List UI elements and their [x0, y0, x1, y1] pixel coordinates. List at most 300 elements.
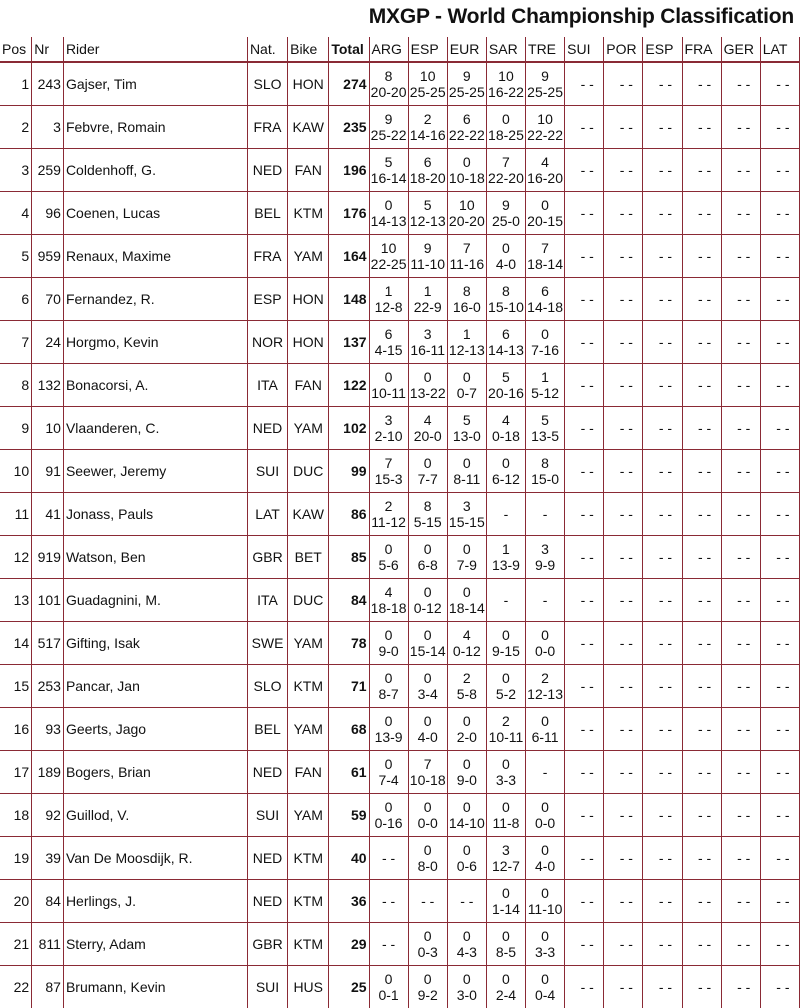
- event-moto-results: 5-6: [370, 557, 408, 573]
- future-event-cell: [721, 579, 760, 622]
- event-moto-results: 6-8: [409, 557, 447, 573]
- future-event-placeholder: - -: [731, 162, 750, 178]
- future-event-cell: [565, 493, 604, 536]
- future-event-cell: [643, 149, 682, 192]
- future-event-cell: [643, 966, 682, 1008]
- event-moto-results: -: [487, 592, 525, 608]
- event-result-cell: [408, 837, 447, 880]
- rider-number: 959: [32, 235, 64, 278]
- future-event-placeholder: - -: [692, 893, 711, 909]
- future-event-placeholder: - -: [653, 334, 672, 350]
- rider-nationality: FRA: [247, 235, 287, 278]
- future-event-cell: [643, 837, 682, 880]
- rider-name: Gajser, Tim: [63, 62, 247, 106]
- future-event-cell: [643, 579, 682, 622]
- event-moto-results: 14-18: [526, 299, 564, 315]
- rider-bike: DUC: [288, 579, 329, 622]
- future-event-cell: [565, 536, 604, 579]
- event-result-cell: [526, 536, 565, 579]
- future-event-cell: [721, 536, 760, 579]
- future-event-cell: [721, 622, 760, 665]
- future-event-cell: [604, 450, 643, 493]
- event-result-cell: [486, 192, 525, 235]
- rider-position: 15: [0, 665, 32, 708]
- event-moto-results: 13-9: [370, 729, 408, 745]
- event-points: 0: [448, 455, 486, 471]
- future-event-cell: [565, 837, 604, 880]
- event-moto-results: 13-9: [487, 557, 525, 573]
- future-event-placeholder: - -: [692, 119, 711, 135]
- event-points: 0: [409, 670, 447, 686]
- event-moto-results: 10-18: [448, 170, 486, 186]
- event-result-cell: [526, 235, 565, 278]
- future-event-placeholder: - -: [614, 162, 633, 178]
- rider-nationality: NED: [247, 837, 287, 880]
- future-event-placeholder: - -: [731, 635, 750, 651]
- event-result-cell: [526, 364, 565, 407]
- rider-name: Brumann, Kevin: [63, 966, 247, 1008]
- event-result-cell: [526, 321, 565, 364]
- event-moto-results: 12-7: [487, 858, 525, 874]
- future-event-placeholder: - -: [770, 592, 789, 608]
- event-moto-results: 20-20: [370, 84, 408, 100]
- future-event-placeholder: - -: [653, 764, 672, 780]
- event-points: 5: [370, 154, 408, 170]
- event-points: 4: [448, 627, 486, 643]
- event-points: 2: [370, 498, 408, 514]
- rider-number: 93: [32, 708, 64, 751]
- rider-bike: KTM: [288, 665, 329, 708]
- future-event-cell: [604, 966, 643, 1008]
- event-moto-results: - -: [448, 893, 486, 909]
- rider-number: 91: [32, 450, 64, 493]
- rider-nationality: FRA: [247, 106, 287, 149]
- event-moto-results: 25-25: [448, 84, 486, 100]
- rider-bike: HON: [288, 278, 329, 321]
- event-result-cell: [526, 192, 565, 235]
- future-event-placeholder: - -: [770, 463, 789, 479]
- future-event-cell: [721, 880, 760, 923]
- future-event-placeholder: - -: [575, 506, 594, 522]
- event-result-cell: [526, 579, 565, 622]
- table-row: [0, 493, 800, 536]
- future-event-cell: [760, 536, 799, 579]
- future-event-placeholder: - -: [692, 764, 711, 780]
- future-event-placeholder: - -: [731, 592, 750, 608]
- event-moto-results: 16-22: [487, 84, 525, 100]
- future-event-cell: [682, 149, 721, 192]
- future-event-cell: [760, 665, 799, 708]
- event-moto-results: -: [526, 506, 564, 522]
- table-row: [0, 62, 800, 106]
- event-points: 0: [526, 713, 564, 729]
- event-result-cell: [369, 923, 408, 966]
- event-points: 6: [526, 283, 564, 299]
- rider-name: Van De Moosdijk, R.: [63, 837, 247, 880]
- future-event-cell: [643, 407, 682, 450]
- header-future-event: ESP: [643, 37, 682, 62]
- event-points: 0: [487, 885, 525, 901]
- rider-total-points: 29: [329, 923, 369, 966]
- event-moto-results: 12-8: [370, 299, 408, 315]
- rider-total-points: 61: [329, 751, 369, 794]
- event-points: 0: [526, 326, 564, 342]
- future-event-cell: [604, 880, 643, 923]
- future-event-placeholder: - -: [692, 850, 711, 866]
- future-event-cell: [760, 751, 799, 794]
- event-moto-results: 25-25: [409, 84, 447, 100]
- header-event: EUR: [447, 37, 486, 62]
- event-result-cell: [447, 966, 486, 1008]
- event-moto-results: 5-8: [448, 686, 486, 702]
- event-result-cell: [408, 622, 447, 665]
- event-points: 7: [370, 455, 408, 471]
- rider-name: Coenen, Lucas: [63, 192, 247, 235]
- event-moto-results: 5-12: [526, 385, 564, 401]
- table-row: [0, 880, 800, 923]
- event-moto-results: 22-25: [370, 256, 408, 272]
- event-moto-results: 7-4: [370, 772, 408, 788]
- event-moto-results: 16-11: [409, 342, 447, 358]
- rider-bike: KTM: [288, 880, 329, 923]
- event-points: 0: [487, 971, 525, 987]
- rider-name: Coldenhoff, G.: [63, 149, 247, 192]
- event-moto-results: 9-9: [526, 557, 564, 573]
- future-event-cell: [643, 106, 682, 149]
- future-event-placeholder: - -: [614, 291, 633, 307]
- rider-position: 11: [0, 493, 32, 536]
- event-points: 1: [448, 326, 486, 342]
- event-result-cell: [486, 837, 525, 880]
- future-event-cell: [604, 837, 643, 880]
- event-points: 0: [370, 197, 408, 213]
- future-event-cell: [682, 235, 721, 278]
- event-points: 3: [409, 326, 447, 342]
- future-event-placeholder: - -: [575, 635, 594, 651]
- event-moto-results: 16-0: [448, 299, 486, 315]
- rider-name: Guillod, V.: [63, 794, 247, 837]
- event-result-cell: [369, 450, 408, 493]
- event-moto-results: 15-10: [487, 299, 525, 315]
- future-event-cell: [643, 622, 682, 665]
- future-event-placeholder: - -: [770, 979, 789, 995]
- future-event-placeholder: - -: [614, 850, 633, 866]
- future-event-cell: [682, 321, 721, 364]
- event-moto-results: 20-20: [448, 213, 486, 229]
- header-future-event: FRA: [682, 37, 721, 62]
- future-event-cell: [643, 536, 682, 579]
- future-event-cell: [760, 708, 799, 751]
- future-event-placeholder: - -: [770, 764, 789, 780]
- event-result-cell: [369, 708, 408, 751]
- rider-number: 811: [32, 923, 64, 966]
- event-moto-results: 0-12: [448, 643, 486, 659]
- rider-bike: KTM: [288, 192, 329, 235]
- table-row: [0, 106, 800, 149]
- future-event-placeholder: - -: [692, 549, 711, 565]
- event-result-cell: [369, 665, 408, 708]
- event-points: 0: [409, 971, 447, 987]
- future-event-placeholder: - -: [614, 549, 633, 565]
- event-points: 3: [370, 412, 408, 428]
- event-result-cell: [369, 966, 408, 1008]
- event-points: 10: [370, 240, 408, 256]
- table-row: [0, 149, 800, 192]
- rider-position: 20: [0, 880, 32, 923]
- future-event-cell: [721, 278, 760, 321]
- event-points: 1: [487, 541, 525, 557]
- event-moto-results: 4-0: [487, 256, 525, 272]
- event-points: 0: [487, 799, 525, 815]
- event-result-cell: [447, 278, 486, 321]
- event-points: 0: [487, 928, 525, 944]
- future-event-placeholder: - -: [575, 162, 594, 178]
- future-event-placeholder: - -: [614, 205, 633, 221]
- future-event-placeholder: - -: [770, 721, 789, 737]
- rider-name: Vlaanderen, C.: [63, 407, 247, 450]
- rider-number: 189: [32, 751, 64, 794]
- rider-position: 22: [0, 966, 32, 1008]
- event-result-cell: [408, 321, 447, 364]
- event-points: 0: [409, 627, 447, 643]
- future-event-placeholder: - -: [770, 549, 789, 565]
- future-event-cell: [760, 880, 799, 923]
- future-event-cell: [565, 622, 604, 665]
- event-moto-results: 14-13: [487, 342, 525, 358]
- rider-position: 8: [0, 364, 32, 407]
- future-event-placeholder: - -: [575, 248, 594, 264]
- future-event-cell: [604, 751, 643, 794]
- future-event-placeholder: - -: [731, 678, 750, 694]
- rider-name: Bogers, Brian: [63, 751, 247, 794]
- rider-name: Pancar, Jan: [63, 665, 247, 708]
- rider-bike: DUC: [288, 450, 329, 493]
- event-moto-results: 7-16: [526, 342, 564, 358]
- future-event-placeholder: - -: [575, 764, 594, 780]
- event-result-cell: [526, 923, 565, 966]
- future-event-placeholder: - -: [770, 635, 789, 651]
- future-event-placeholder: - -: [731, 506, 750, 522]
- event-moto-results: 12-13: [448, 342, 486, 358]
- rider-total-points: 122: [329, 364, 369, 407]
- future-event-placeholder: - -: [692, 979, 711, 995]
- table-row: [0, 622, 800, 665]
- event-moto-results: 2-0: [448, 729, 486, 745]
- future-event-placeholder: - -: [731, 764, 750, 780]
- future-event-placeholder: - -: [770, 248, 789, 264]
- rider-name: Geerts, Jago: [63, 708, 247, 751]
- future-event-cell: [565, 407, 604, 450]
- future-event-cell: [604, 321, 643, 364]
- future-event-cell: [565, 665, 604, 708]
- future-event-placeholder: - -: [653, 936, 672, 952]
- future-event-placeholder: - -: [770, 205, 789, 221]
- event-result-cell: [526, 708, 565, 751]
- event-moto-results: 6-11: [526, 729, 564, 745]
- future-event-placeholder: - -: [653, 635, 672, 651]
- future-event-cell: [682, 794, 721, 837]
- future-event-placeholder: - -: [731, 893, 750, 909]
- header-future-event: LAT: [760, 37, 799, 62]
- rider-nationality: ITA: [247, 579, 287, 622]
- event-result-cell: [447, 880, 486, 923]
- event-result-cell: [369, 62, 408, 106]
- rider-number: 3: [32, 106, 64, 149]
- future-event-placeholder: - -: [575, 979, 594, 995]
- event-result-cell: [526, 751, 565, 794]
- rider-nationality: ESP: [247, 278, 287, 321]
- future-event-placeholder: - -: [653, 162, 672, 178]
- future-event-placeholder: - -: [692, 248, 711, 264]
- rider-number: 96: [32, 192, 64, 235]
- future-event-cell: [643, 235, 682, 278]
- future-event-placeholder: - -: [692, 162, 711, 178]
- rider-position: 1: [0, 62, 32, 106]
- event-moto-results: 0-18: [487, 428, 525, 444]
- event-points: 4: [526, 154, 564, 170]
- future-event-placeholder: - -: [614, 334, 633, 350]
- future-event-placeholder: - -: [770, 291, 789, 307]
- future-event-placeholder: - -: [614, 119, 633, 135]
- rider-bike: KAW: [288, 493, 329, 536]
- rider-bike: YAM: [288, 235, 329, 278]
- event-result-cell: [408, 106, 447, 149]
- event-moto-results: 11-8: [487, 815, 525, 831]
- event-moto-results: 4-0: [526, 858, 564, 874]
- event-moto-results: 8-7: [370, 686, 408, 702]
- event-points: 9: [526, 68, 564, 84]
- rider-name: Herlings, J.: [63, 880, 247, 923]
- event-points: 6: [409, 154, 447, 170]
- future-event-placeholder: - -: [692, 635, 711, 651]
- header-event: SAR: [486, 37, 525, 62]
- event-result-cell: [369, 837, 408, 880]
- event-points: 0: [370, 627, 408, 643]
- event-result-cell: [486, 407, 525, 450]
- future-event-cell: [682, 665, 721, 708]
- event-moto-results: 3-3: [526, 944, 564, 960]
- rider-total-points: 25: [329, 966, 369, 1008]
- future-event-cell: [682, 966, 721, 1008]
- event-points: 0: [526, 971, 564, 987]
- future-event-placeholder: - -: [770, 506, 789, 522]
- future-event-cell: [604, 794, 643, 837]
- event-moto-results: 3-3: [487, 772, 525, 788]
- event-points: 0: [370, 541, 408, 557]
- future-event-placeholder: - -: [653, 377, 672, 393]
- event-points: 0: [487, 756, 525, 772]
- rider-name: Febvre, Romain: [63, 106, 247, 149]
- event-moto-results: 0-0: [409, 815, 447, 831]
- future-event-placeholder: - -: [614, 721, 633, 737]
- future-event-placeholder: - -: [731, 76, 750, 92]
- future-event-cell: [682, 708, 721, 751]
- event-result-cell: [486, 794, 525, 837]
- future-event-cell: [604, 579, 643, 622]
- future-event-cell: [682, 837, 721, 880]
- event-moto-results: 4-15: [370, 342, 408, 358]
- rider-number: 919: [32, 536, 64, 579]
- event-points: 0: [370, 713, 408, 729]
- event-result-cell: [486, 708, 525, 751]
- table-row: [0, 837, 800, 880]
- future-event-placeholder: - -: [575, 205, 594, 221]
- event-moto-results: 8-11: [448, 471, 486, 487]
- future-event-placeholder: - -: [653, 291, 672, 307]
- future-event-cell: [721, 192, 760, 235]
- event-points: 9: [448, 68, 486, 84]
- event-result-cell: [486, 235, 525, 278]
- event-result-cell: [486, 149, 525, 192]
- rider-total-points: 137: [329, 321, 369, 364]
- event-moto-results: 12-13: [409, 213, 447, 229]
- rider-total-points: 196: [329, 149, 369, 192]
- future-event-placeholder: - -: [731, 205, 750, 221]
- future-event-placeholder: - -: [692, 76, 711, 92]
- rider-total-points: 71: [329, 665, 369, 708]
- future-event-cell: [643, 364, 682, 407]
- future-event-placeholder: - -: [575, 936, 594, 952]
- future-event-cell: [721, 235, 760, 278]
- future-event-cell: [760, 450, 799, 493]
- future-event-cell: [760, 579, 799, 622]
- event-points: 0: [448, 584, 486, 600]
- event-moto-results: 12-13: [526, 686, 564, 702]
- event-points: 4: [409, 412, 447, 428]
- rider-number: 92: [32, 794, 64, 837]
- future-event-cell: [604, 708, 643, 751]
- event-points: 7: [409, 756, 447, 772]
- future-event-placeholder: - -: [770, 936, 789, 952]
- rider-position: 17: [0, 751, 32, 794]
- event-points: 0: [448, 971, 486, 987]
- rider-number: 39: [32, 837, 64, 880]
- future-event-placeholder: - -: [614, 76, 633, 92]
- event-result-cell: [408, 966, 447, 1008]
- event-points: 1: [370, 283, 408, 299]
- event-moto-results: 18-14: [448, 600, 486, 616]
- future-event-placeholder: - -: [653, 506, 672, 522]
- event-moto-results: 11-16: [448, 256, 486, 272]
- event-moto-results: 8-5: [487, 944, 525, 960]
- event-points: 7: [526, 240, 564, 256]
- event-result-cell: [447, 493, 486, 536]
- event-moto-results: 9-0: [370, 643, 408, 659]
- event-moto-results: 0-6: [448, 858, 486, 874]
- rider-nationality: SUI: [247, 450, 287, 493]
- rider-bike: YAM: [288, 708, 329, 751]
- future-event-cell: [643, 751, 682, 794]
- header-bike: Bike: [288, 37, 329, 62]
- event-result-cell: [369, 364, 408, 407]
- rider-number: 101: [32, 579, 64, 622]
- event-moto-results: 1-14: [487, 901, 525, 917]
- event-moto-results: 5-15: [409, 514, 447, 530]
- event-moto-results: 25-0: [487, 213, 525, 229]
- table-row: [0, 579, 800, 622]
- future-event-placeholder: - -: [692, 936, 711, 952]
- event-points: 9: [370, 111, 408, 127]
- future-event-placeholder: - -: [692, 463, 711, 479]
- future-event-cell: [565, 579, 604, 622]
- event-points: 0: [487, 111, 525, 127]
- future-event-placeholder: - -: [770, 119, 789, 135]
- event-moto-results: 11-10: [409, 256, 447, 272]
- future-event-placeholder: - -: [653, 850, 672, 866]
- future-event-placeholder: - -: [770, 377, 789, 393]
- event-moto-results: 10-18: [409, 772, 447, 788]
- event-points: 8: [526, 455, 564, 471]
